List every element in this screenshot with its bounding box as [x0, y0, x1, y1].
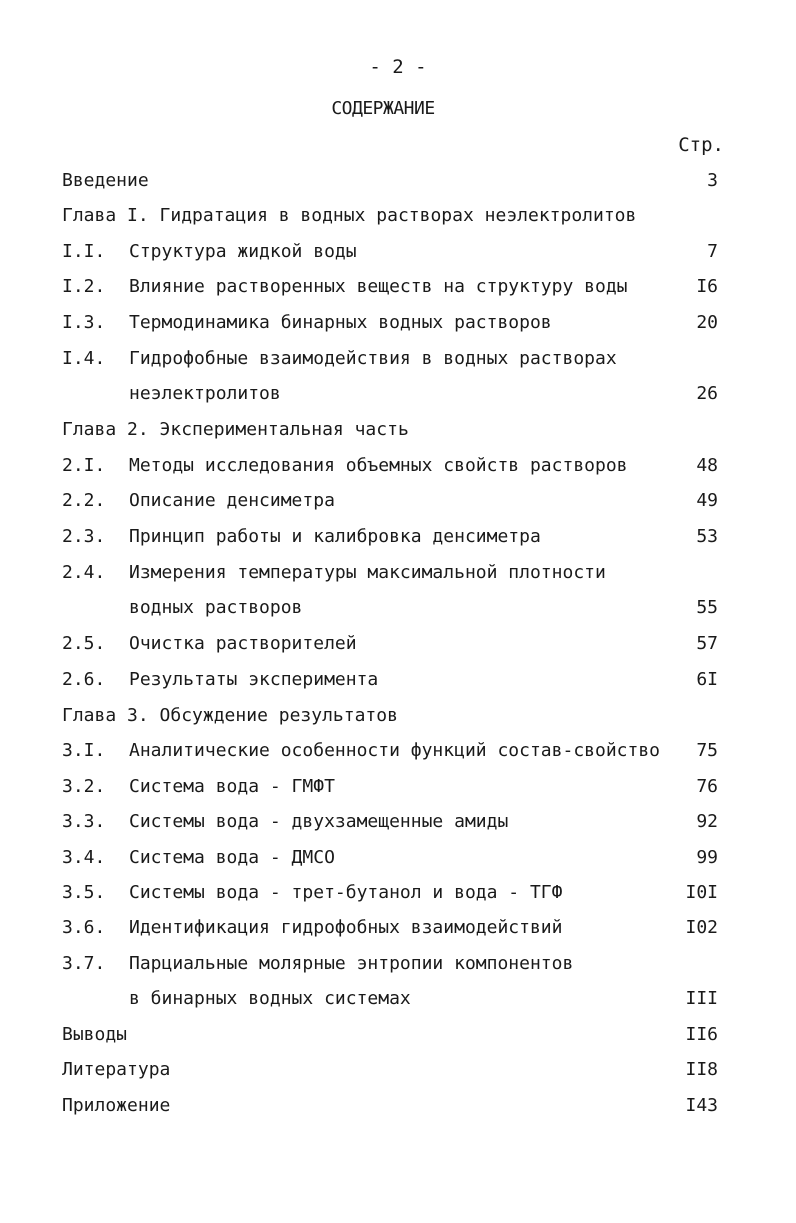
- toc-entry: [62, 1059, 718, 1089]
- toc-entry-page: I43: [685, 1095, 718, 1116]
- toc-entry: [62, 490, 718, 520]
- toc-entry-title: Глава 2. Экспериментальная часть: [62, 419, 409, 440]
- toc-entry-page: 6I: [696, 669, 718, 690]
- toc-entry: [62, 276, 718, 306]
- toc-entry-title: Описание денсиметра: [129, 490, 335, 511]
- toc-entry-number: 3.I.: [62, 740, 106, 761]
- toc-entry-page: 20: [696, 312, 718, 333]
- toc-entry-page: 3: [707, 170, 718, 191]
- toc-entry-number: 3.7.: [62, 953, 106, 974]
- toc-entry-number: 3.5.: [62, 882, 106, 903]
- toc-entry-title: Выводы: [62, 1024, 128, 1045]
- toc-entry-title: Парциальные молярные энтропии компонентов: [129, 953, 574, 974]
- toc-entry-page: 99: [696, 847, 718, 868]
- page-number: - 2 -: [369, 56, 427, 78]
- page-title: СОДЕРЖАНИЕ: [331, 98, 435, 119]
- toc-entry: [62, 917, 718, 947]
- toc-entry-title: Гидрофобные взаимодействия в водных растворах: [129, 348, 617, 369]
- toc-entry-page: 53: [696, 526, 718, 547]
- toc-entry-title: Системы вода - двухзамещенные амиды: [129, 811, 509, 832]
- toc-entry-title: Система вода - ГМФТ: [129, 776, 335, 797]
- toc-entry-title: Литература: [62, 1059, 171, 1080]
- toc-entry-number: I.4.: [62, 348, 106, 369]
- toc-entry: [62, 811, 718, 841]
- toc-entry-page: 92: [696, 811, 718, 832]
- toc-entry-title: Влияние растворенных веществ на структуру воды: [129, 276, 628, 297]
- toc-entry-number: 3.2.: [62, 776, 106, 797]
- toc-entry-page: 48: [696, 455, 718, 476]
- toc-entry: [62, 669, 718, 699]
- toc-entry-page: 55: [696, 597, 718, 618]
- toc-entry: [62, 776, 718, 806]
- toc-entry: [62, 1095, 718, 1125]
- toc-entry: [62, 241, 718, 271]
- toc-entry: [62, 312, 718, 342]
- toc-entry: [62, 988, 718, 1018]
- toc-entry: [62, 526, 718, 556]
- toc-entry-page: 49: [696, 490, 718, 511]
- toc-entry-page: 7: [707, 241, 718, 262]
- toc-entry-title: Термодинамика бинарных водных растворов: [129, 312, 552, 333]
- toc-entry-title: Принцип работы и калибровка денсиметра: [129, 526, 541, 547]
- toc-entry-title: Измерения температуры максимальной плотности: [129, 562, 606, 583]
- toc-entry-page: II8: [685, 1059, 718, 1080]
- toc-entry-number: 2.I.: [62, 455, 106, 476]
- toc-entry-number: I.3.: [62, 312, 106, 333]
- toc-entry-page: III: [685, 988, 718, 1009]
- toc-entry-title: Результаты эксперимента: [129, 669, 379, 690]
- toc-entry-title: Методы исследования объемных свойств растворов: [129, 455, 628, 476]
- toc-entry-title: неэлектролитов: [129, 383, 281, 404]
- toc-entry-page: I6: [696, 276, 718, 297]
- toc-entry-number: 3.6.: [62, 917, 106, 938]
- toc-entry: [62, 348, 718, 378]
- toc-entry-number: 2.2.: [62, 490, 106, 511]
- toc-entry-number: I.2.: [62, 276, 106, 297]
- toc-entry-number: 2.6.: [62, 669, 106, 690]
- toc-entry: [62, 205, 718, 235]
- toc-entry-page: I02: [685, 917, 718, 938]
- toc-entry-title: Аналитические особенности функций состав-свойство: [129, 740, 661, 761]
- toc-entry-page: II6: [685, 1024, 718, 1045]
- toc-entry-title: водных растворов: [129, 597, 303, 618]
- page-column-label: Стр.: [678, 134, 724, 156]
- toc-entry-title: Глава 3. Обсуждение результатов: [62, 705, 398, 726]
- toc-entry-number: 2.5.: [62, 633, 106, 654]
- toc-entry-page: I0I: [685, 882, 718, 903]
- toc-entry-number: I.I.: [62, 241, 106, 262]
- toc-entry-page: 75: [696, 740, 718, 761]
- toc-entry-page: 57: [696, 633, 718, 654]
- toc-entry: [62, 1024, 718, 1054]
- toc-entry-title: Введение: [62, 170, 149, 191]
- toc-entry: [62, 633, 718, 663]
- toc-entry: [62, 455, 718, 485]
- toc-entry-title: Приложение: [62, 1095, 171, 1116]
- toc-entry: [62, 705, 718, 735]
- toc-entry-title: Идентификация гидрофобных взаимодействий: [129, 917, 563, 938]
- toc-entry-title: Очистка растворителей: [129, 633, 357, 654]
- toc-entry-number: 2.4.: [62, 562, 106, 583]
- toc-entry: [62, 847, 718, 877]
- toc-entry: [62, 170, 718, 200]
- toc-entry-number: 2.3.: [62, 526, 106, 547]
- toc-entry-title: Глава I. Гидратация в водных растворах неэлектролитов: [62, 205, 637, 226]
- toc-entry-title: в бинарных водных системах: [129, 988, 411, 1009]
- toc-entry-number: 3.3.: [62, 811, 106, 832]
- toc-entry-title: Система вода - ДМСО: [129, 847, 335, 868]
- toc-entry-page: 76: [696, 776, 718, 797]
- toc-entry: [62, 882, 718, 912]
- toc-entry: [62, 419, 718, 449]
- toc-entry: [62, 953, 718, 983]
- toc-entry: [62, 383, 718, 413]
- toc-entry-page: 26: [696, 383, 718, 404]
- toc-entry: [62, 740, 718, 770]
- toc-entry: [62, 562, 718, 592]
- toc-entry-title: Структура жидкой воды: [129, 241, 357, 262]
- toc-entry: [62, 597, 718, 627]
- toc-entry-number: 3.4.: [62, 847, 106, 868]
- toc-entry-title: Системы вода - трет-бутанол и вода - ТГФ: [129, 882, 563, 903]
